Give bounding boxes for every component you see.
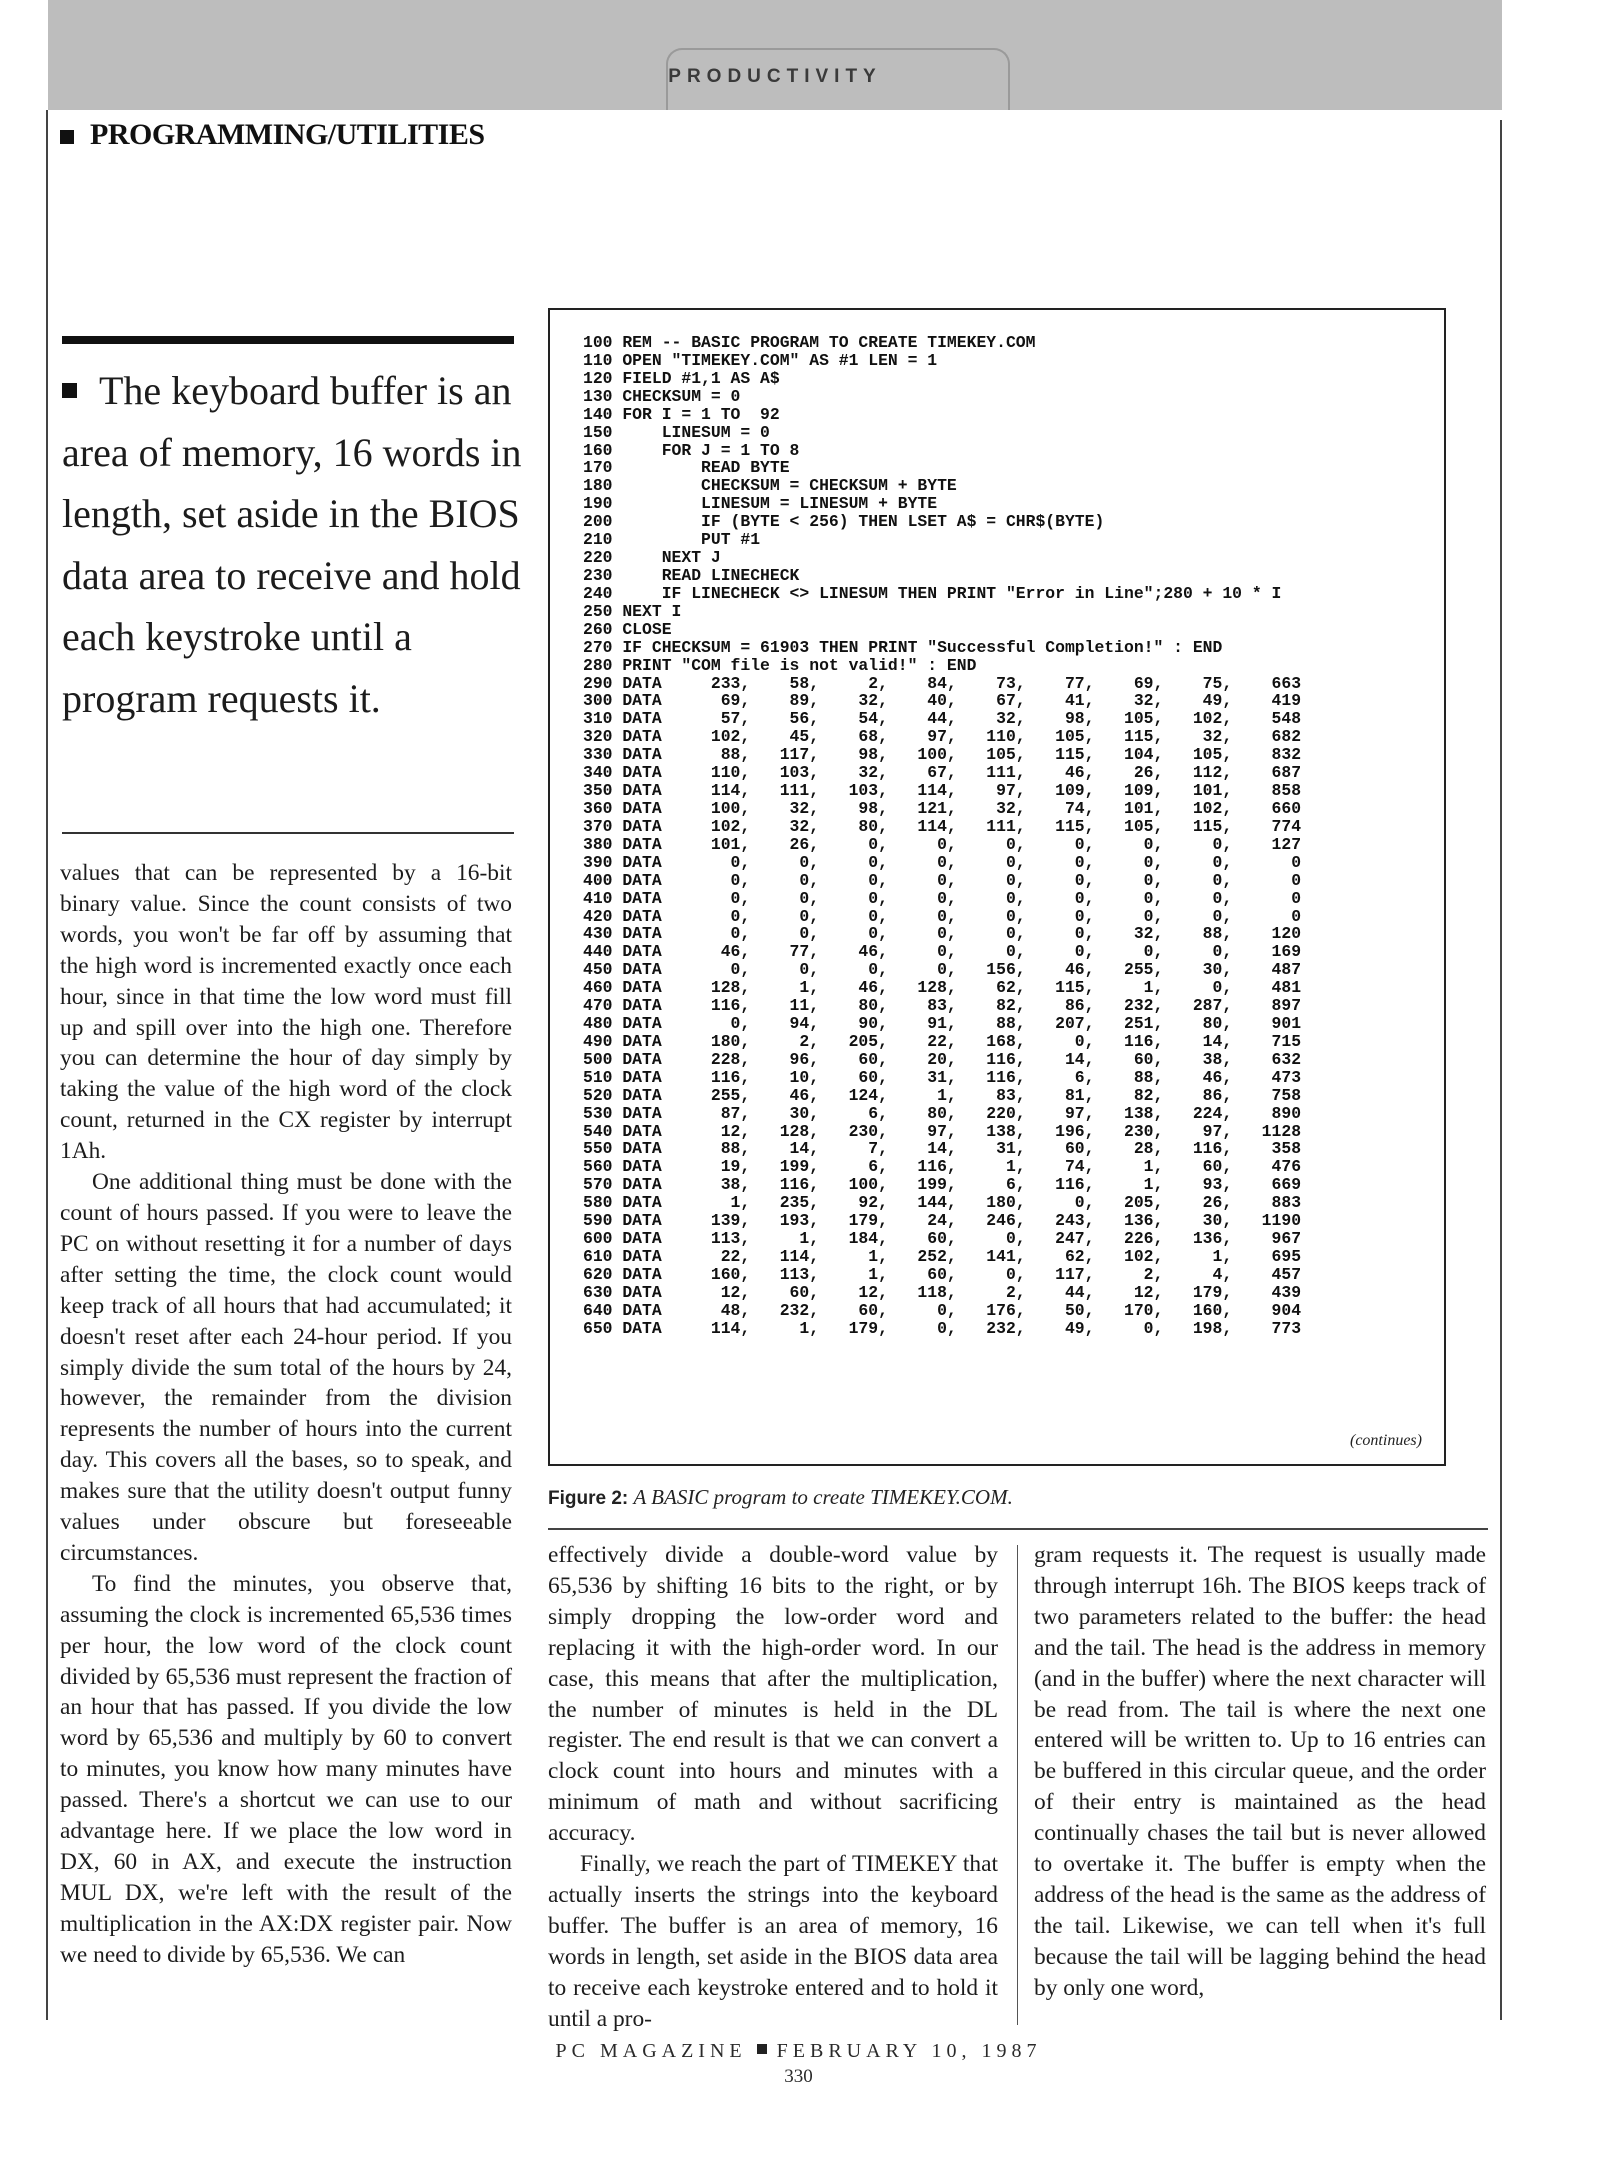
code-line: 490 DATA 180, 2, 205, 22, 168, 0, 116, 14, 715 [583, 1031, 1302, 1051]
code-line: 260 CLOSE [583, 619, 672, 639]
code-line: 510 DATA 116, 10, 60, 31, 116, 6, 88, 46, 473 [583, 1067, 1302, 1087]
code-line: 400 DATA 0, 0, 0, 0, 0, 0, 0, 0, 0 [583, 870, 1302, 890]
code-line: 640 DATA 48, 232, 60, 0, 176, 50, 170, 160, 904 [583, 1300, 1302, 1320]
code-line: 200 IF (BYTE < 256) THEN LSET A$ = CHR$(BYTE) [583, 512, 1105, 532]
issue-date: FEBRUARY 10, 1987 [776, 2040, 1042, 2062]
code-line: 370 DATA 102, 32, 80, 114, 111, 115, 105, 115, 774 [583, 816, 1302, 836]
code-listing [583, 334, 1301, 1338]
caption-text: A BASIC program to create TIMEKEY.COM. [633, 1485, 1013, 1509]
code-line: 130 CHECKSUM = 0 [583, 386, 741, 406]
code-line: 620 DATA 160, 113, 1, 60, 0, 117, 2, 4, 457 [583, 1264, 1302, 1284]
code-line: 440 DATA 46, 77, 46, 0, 0, 0, 0, 0, 169 [583, 942, 1302, 962]
body-column-1 [60, 858, 512, 1971]
code-line: 390 DATA 0, 0, 0, 0, 0, 0, 0, 0, 0 [583, 852, 1302, 872]
code-line: 180 CHECKSUM = CHECKSUM + BYTE [583, 476, 957, 496]
code-line: 360 DATA 100, 32, 98, 121, 32, 74, 101, 102, 660 [583, 798, 1302, 818]
square-bullet-icon [757, 2044, 767, 2054]
section-header: PRODUCTIVITY [668, 66, 882, 87]
square-bullet-icon [62, 383, 77, 398]
code-line: 530 DATA 87, 30, 6, 80, 220, 97, 138, 224, 890 [583, 1103, 1302, 1123]
code-line: 300 DATA 69, 89, 32, 40, 67, 41, 32, 49, 419 [583, 691, 1302, 711]
code-line: 320 DATA 102, 45, 68, 97, 110, 105, 115, 32, 682 [583, 727, 1302, 747]
pull-quote-text: The keyboard buffer is an area of memory, 16 words in length, set aside in the BIOS data area to receive and hold each keystroke until a program requests it. [62, 368, 522, 721]
code-line: 630 DATA 12, 60, 12, 118, 2, 44, 12, 179, 439 [583, 1282, 1302, 1302]
code-line: 190 LINESUM = LINESUM + BYTE [583, 494, 938, 514]
left-frame-rule [46, 110, 48, 2020]
square-bullet-icon [60, 130, 74, 144]
code-line: 210 PUT #1 [583, 530, 761, 550]
body-column-2 [548, 1540, 998, 2035]
code-line: 520 DATA 255, 46, 124, 1, 83, 81, 82, 86, 758 [583, 1085, 1302, 1105]
code-line: 500 DATA 228, 96, 60, 20, 116, 14, 60, 38, 632 [583, 1049, 1302, 1069]
code-line: 450 DATA 0, 0, 0, 0, 156, 46, 255, 30, 487 [583, 960, 1302, 980]
code-line: 170 READ BYTE [583, 458, 790, 478]
header-band [48, 0, 1502, 110]
page-number: 330 [784, 2066, 813, 2087]
code-line: 560 DATA 19, 199, 6, 116, 1, 74, 1, 60, 476 [583, 1157, 1302, 1177]
code-line: 460 DATA 128, 1, 46, 128, 62, 115, 1, 0, 481 [583, 978, 1302, 998]
pull-quote [62, 360, 522, 729]
paragraph: effectively divide a double-word value by 65,536 by shifting 16 bits to the right, or by simply dropping the low-order word and replacing it with the high-order word. In our case, this means that after the multiplication, the number of minutes is held in the DL register. The end result is that we can convert a clock count into hours and minutes with a minimum of math and without sacrificing accuracy. [548, 1542, 998, 1847]
code-line: 100 REM -- BASIC PROGRAM TO CREATE TIMEKEY.COM [583, 333, 1036, 352]
code-line: 280 PRINT "COM file is not valid!" : END [583, 655, 977, 675]
paragraph: To find the minutes, you observe that, assuming the clock is incremented 65,536 times per hour, the low word of the clock count divided by 65,536 must represent the fraction of an hour that has passed. If you divide the low word by 65,536 and multiply by 60 to convert to minutes, you know how many minutes have passed. There's a shortcut we can use to our advantage here. If we place the low word in DX, 60 in AX, and execute the instruction MUL DX, we're left with the result of the multiplication in the AX:DX register pair. Now we need to divide by 65,536. We can [60, 1570, 512, 1968]
column-divider [1017, 1545, 1018, 2025]
paragraph: gram requests it. The request is usually made through interrupt 16h. The BIOS keeps track of two parameters related to the buffer: the head and the tail. The head is the address in memory (and in the buffer) where the next character will be read from. The tail is where the next one entered will be written to. Up to 16 entries can be buffered in this circular queue, and the order of their entry is maintained as the head continually chases the tail but is never allowed to overtake it. The buffer is empty when the address of the head is the same as the address of the tail. Likewise, we can tell when it's full because the tail will be lagging behind the head by only one word, [1034, 1542, 1486, 2001]
code-line: 290 DATA 233, 58, 2, 84, 73, 77, 69, 75, 663 [583, 673, 1302, 693]
code-line: 430 DATA 0, 0, 0, 0, 0, 0, 32, 88, 120 [583, 924, 1302, 944]
code-line: 350 DATA 114, 111, 103, 114, 97, 109, 109, 101, 858 [583, 781, 1302, 801]
code-line: 230 READ LINECHECK [583, 565, 800, 585]
code-line: 250 NEXT I [583, 601, 682, 621]
code-line: 330 DATA 88, 117, 98, 100, 105, 115, 104, 105, 832 [583, 745, 1302, 765]
code-line: 580 DATA 1, 235, 92, 144, 180, 0, 205, 26, 883 [583, 1193, 1302, 1213]
code-line: 220 NEXT J [583, 548, 721, 568]
code-line: 240 IF LINECHECK <> LINESUM THEN PRINT "Error in Line";280 + 10 * I [583, 583, 1282, 603]
code-line: 480 DATA 0, 94, 90, 91, 88, 207, 251, 80, 901 [583, 1014, 1302, 1034]
code-line: 470 DATA 116, 11, 80, 83, 82, 86, 232, 287, 897 [583, 996, 1302, 1016]
code-line: 310 DATA 57, 56, 54, 44, 32, 98, 105, 102, 548 [583, 709, 1302, 729]
code-line: 590 DATA 139, 193, 179, 24, 246, 243, 136, 30, 1190 [583, 1211, 1302, 1231]
code-line: 540 DATA 12, 128, 230, 97, 138, 196, 230, 97, 1128 [583, 1121, 1302, 1141]
code-line: 140 FOR I = 1 TO 92 [583, 404, 780, 424]
code-line: 420 DATA 0, 0, 0, 0, 0, 0, 0, 0, 0 [583, 906, 1302, 926]
code-line: 160 FOR J = 1 TO 8 [583, 440, 800, 460]
paragraph: values that can be represented by a 16-bit binary value. Since the count consists of two words, you won't be far off by assuming that the high word is incremented exactly once each hour, since in that time the low word must fill up and spill over into the high one. Therefore you can determine the hour of day simply by taking the value of the high word of the clock count, returned in the CX register by interrupt 1Ah. [60, 860, 512, 1165]
code-line: 110 OPEN "TIMEKEY.COM" AS #1 LEN = 1 [583, 350, 938, 370]
code-line: 340 DATA 110, 103, 32, 67, 111, 46, 26, 112, 687 [583, 763, 1302, 783]
body-column-3 [1034, 1540, 1486, 2004]
continues-note: (continues) [1350, 1432, 1422, 1449]
code-line: 650 DATA 114, 1, 179, 0, 232, 49, 0, 198, 773 [583, 1318, 1302, 1338]
code-line: 600 DATA 113, 1, 184, 60, 0, 247, 226, 136, 967 [583, 1229, 1302, 1249]
code-line: 570 DATA 38, 116, 100, 199, 6, 116, 1, 93, 669 [583, 1175, 1302, 1195]
code-line: 550 DATA 88, 14, 7, 14, 31, 60, 28, 116, 358 [583, 1139, 1302, 1159]
section-label-text: PROGRAMMING/UTILITIES [90, 118, 485, 151]
section-label [60, 118, 485, 152]
code-line: 610 DATA 22, 114, 1, 252, 141, 62, 102, 1, 695 [583, 1247, 1302, 1267]
code-line: 150 LINESUM = 0 [583, 422, 770, 442]
code-line: 410 DATA 0, 0, 0, 0, 0, 0, 0, 0, 0 [583, 888, 1302, 908]
code-line: 120 FIELD #1,1 AS A$ [583, 368, 780, 388]
paragraph: One additional thing must be done with the count of hours passed. If you were to leave the PC on without resetting it for a number of days after setting the time, the clock count would keep track of all hours that had accumulated; it doesn't reset after each 24-hour period. If you simply divide the sum total of the hours by 24, however, the remainder from the division represents the number of hours into the current day. This covers all the bases, so to speak, and makes sure that the utility doesn't output funny values under obscure but foreseeable circumstances. [60, 1169, 512, 1566]
code-line: 380 DATA 101, 26, 0, 0, 0, 0, 0, 0, 127 [583, 834, 1302, 854]
figure-caption [548, 1485, 1013, 1510]
caption-label: Figure 2: [548, 1488, 629, 1509]
footer [0, 2040, 1597, 2063]
paragraph: Finally, we reach the part of TIMEKEY that actually inserts the strings into the keyboard buffer. The buffer is an area of memory, 16 words in length, set aside in the BIOS data area to receive each keystroke entered and to hold it until a pro- [548, 1851, 998, 2032]
figure-bottom-rule [548, 1528, 1488, 1530]
magazine-name: PC MAGAZINE [555, 2040, 747, 2062]
code-line: 270 IF CHECKSUM = 61903 THEN PRINT "Successful Completion!" : END [583, 637, 1223, 657]
right-frame-rule [1500, 120, 1502, 2020]
pull-quote-top-rule [62, 336, 514, 344]
pull-quote-bottom-rule [62, 832, 514, 834]
